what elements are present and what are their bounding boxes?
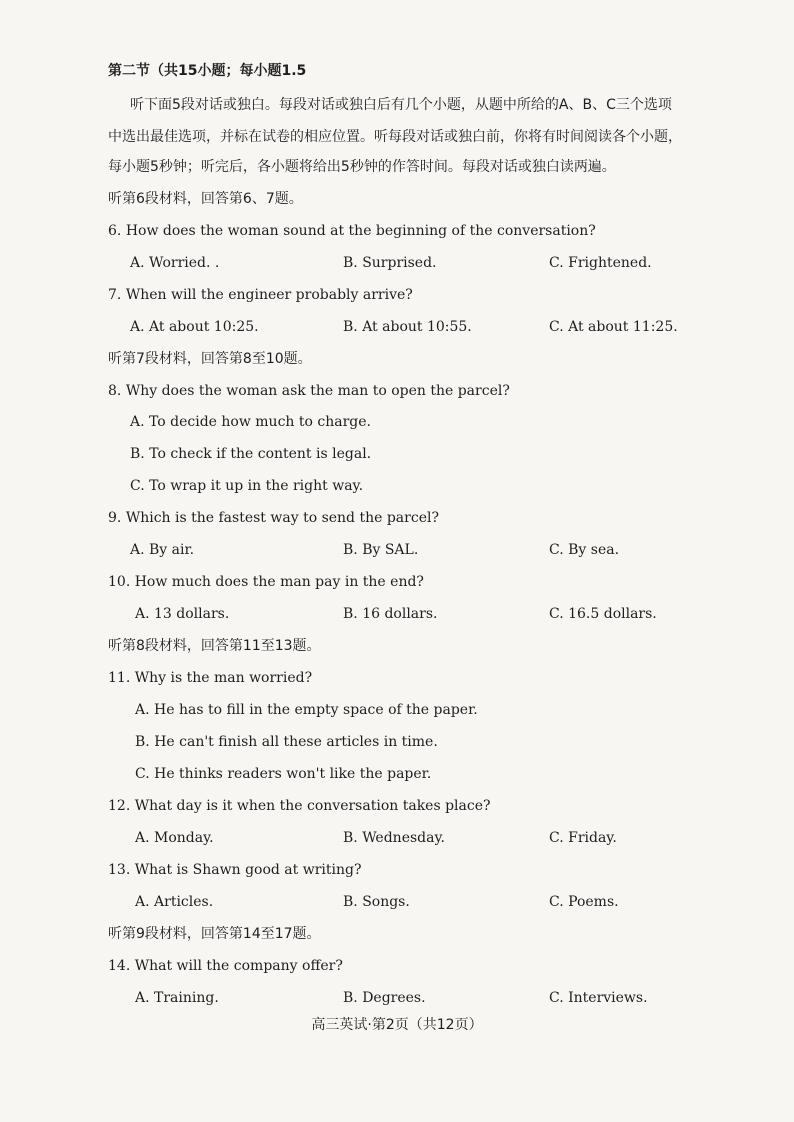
question-number: 12. [108, 798, 131, 814]
instructions-line-1: 听下面5段对话或独白。每段对话或独白后有几个小题，从题中所给的A、B、C三个选项 [130, 97, 672, 113]
question-text: When will the engineer probably arrive? [125, 287, 413, 303]
q13-option-a[interactable]: A. Articles. [135, 894, 214, 910]
q14-option-a[interactable]: A. Training. [135, 990, 219, 1006]
question-text: Why does the woman ask the man to open the parcel? [125, 383, 510, 399]
question-number: 8. [108, 383, 122, 399]
question-number: 9. [108, 510, 122, 526]
question-text: What is Shawn good at writing? [134, 862, 362, 878]
question-number: 6. [108, 223, 122, 239]
question-number: 14. [108, 958, 131, 974]
question-text: How much does the man pay in the end? [134, 574, 424, 590]
q14-option-b[interactable]: B. Degrees. [343, 990, 426, 1006]
question-number: 11. [108, 670, 131, 686]
q12-option-a[interactable]: A. Monday. [135, 830, 214, 846]
material-6-heading: 听第6段材料，回答第6、7题。 [108, 191, 303, 207]
q12-option-c[interactable]: C. Friday. [549, 830, 617, 846]
material-9-heading: 听第9段材料，回答第14至17题。 [108, 926, 321, 942]
question-10 [108, 573, 424, 591]
material-8-heading: 听第8段材料，回答第11至13题。 [108, 638, 321, 654]
instructions-line-3: 每小题5秒钟；听完后，各小题将给出5秒钟的作答时间。每段对话或独白读两遍。 [108, 159, 616, 175]
question-text: How does the woman sound at the beginning of the conversation? [125, 223, 596, 239]
q6-option-a[interactable]: A. Worried. . [130, 255, 220, 271]
q9-option-c[interactable]: C. By sea. [549, 542, 620, 558]
question-number: 13. [108, 862, 131, 878]
q8-option-c[interactable]: C. To wrap it up in the right way. [130, 478, 364, 494]
q7-option-a[interactable]: A. At about 10:25. [130, 319, 259, 335]
question-12 [108, 797, 491, 815]
question-text: Which is the fastest way to send the parcel? [125, 510, 439, 526]
question-text: What day is it when the conversation takes place? [134, 798, 491, 814]
material-7-heading: 听第7段材料，回答第8至10题。 [108, 351, 312, 367]
q8-option-b[interactable]: B. To check if the content is legal. [130, 446, 372, 462]
q11-option-a[interactable]: A. He has to fill in the empty space of the paper. [135, 702, 478, 718]
q7-option-c[interactable]: C. At about 11:25. [549, 319, 678, 335]
question-11 [108, 669, 312, 687]
question-7 [108, 286, 413, 304]
page-footer: 高三英试·第2页（共12页） [311, 1017, 483, 1033]
question-13 [108, 861, 361, 879]
instructions-line-2: 中选出最佳选项，并标在试卷的相应位置。听每段对话或独白前，你将有时间阅读各个小题， [108, 129, 682, 145]
question-number: 10. [108, 574, 131, 590]
question-text: Why is the man worried? [134, 670, 313, 686]
question-8 [108, 382, 510, 400]
question-9 [108, 509, 439, 527]
question-14 [108, 957, 343, 975]
q9-option-b[interactable]: B. By SAL. [343, 542, 419, 558]
q12-option-b[interactable]: B. Wednesday. [343, 830, 445, 846]
q10-option-c[interactable]: C. 16.5 dollars. [549, 606, 657, 622]
q13-option-b[interactable]: B. Songs. [343, 894, 410, 910]
q13-option-c[interactable]: C. Poems. [549, 894, 619, 910]
q7-option-b[interactable]: B. At about 10:55. [343, 319, 472, 335]
section-title: 第二节（共15小题；每小题1.5 [108, 63, 307, 79]
question-6 [108, 222, 596, 240]
q8-option-a[interactable]: A. To decide how much to charge. [130, 414, 371, 430]
q9-option-a[interactable]: A. By air. [130, 542, 195, 558]
q10-option-b[interactable]: B. 16 dollars. [343, 606, 438, 622]
q6-option-b[interactable]: B. Surprised. [343, 255, 437, 271]
q14-option-c[interactable]: C. Interviews. [549, 990, 648, 1006]
q10-option-a[interactable]: A. 13 dollars. [135, 606, 230, 622]
question-number: 7. [108, 287, 122, 303]
q11-option-c[interactable]: C. He thinks readers won't like the paper. [135, 766, 432, 782]
q6-option-c[interactable]: C. Frightened. [549, 255, 652, 271]
q11-option-b[interactable]: B. He can't finish all these articles in time. [135, 734, 438, 750]
question-text: What will the company offer? [134, 958, 343, 974]
